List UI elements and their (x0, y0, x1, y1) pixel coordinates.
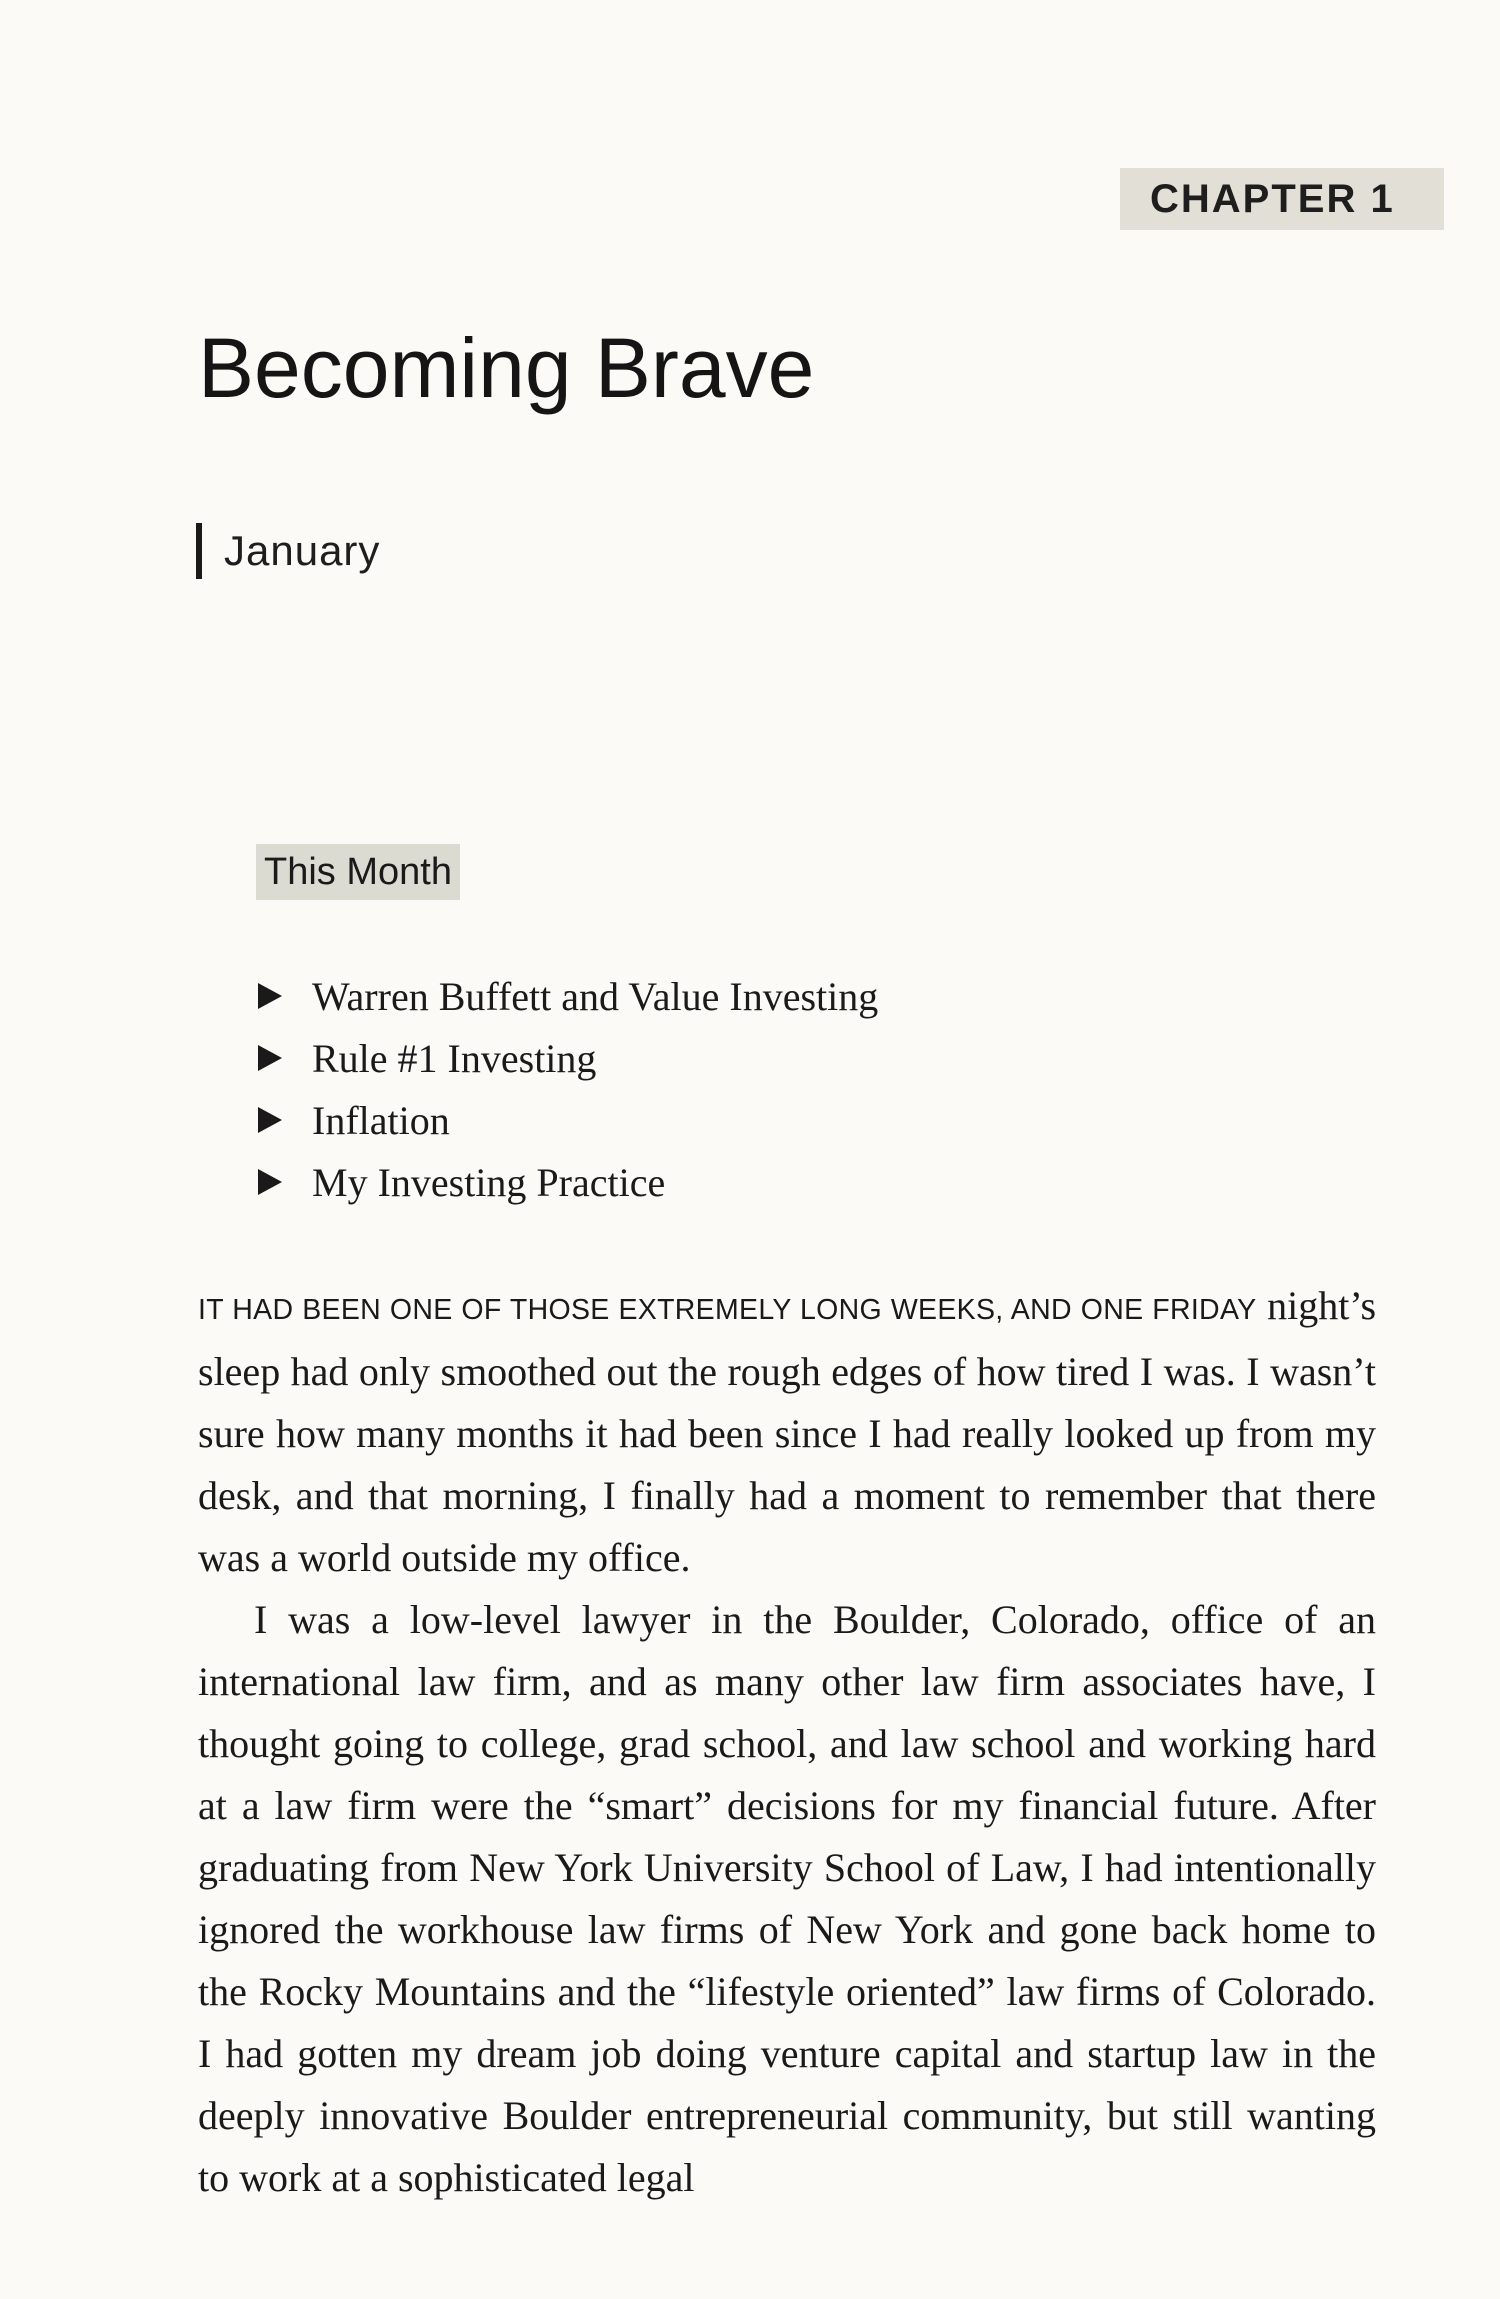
paragraph-1-text: night’s sleep had only smoothed out the rough edges of how tired I was. I wasn’t sure how many months it had been since I had really looked up from my desk, and that morning, I finally had a moment to remember that there was a world outside my office. (198, 1283, 1377, 1580)
topic-label: Rule #1 Investing (312, 1035, 597, 1081)
list-item (258, 1151, 878, 1213)
this-month-heading: This Month (256, 844, 460, 900)
chapter-title: Becoming Brave (198, 321, 815, 415)
list-item (258, 965, 878, 1027)
month-label: January (224, 527, 381, 574)
triangle-bullet-icon (258, 1107, 282, 1133)
paragraph-1 (198, 1275, 1376, 1589)
triangle-bullet-icon (258, 1169, 282, 1195)
triangle-bullet-icon (258, 983, 282, 1009)
topic-label: Inflation (312, 1097, 450, 1143)
chapter-label: CHAPTER 1 (1120, 168, 1444, 230)
list-item (258, 1089, 878, 1151)
body-text (198, 1275, 1376, 2209)
month-bar-divider (196, 523, 202, 579)
paragraph-2: I was a low-level lawyer in the Boulder, Colorado, office of an international law firm, and as many other law firm associates have, I thought going to college, grad school, and law school and working hard at a law firm were the “smart” decisions for my financial future. After graduating from New York University School of Law, I had intentionally ignored the workhouse law firms of New York and gone back home to the Rocky Mountains and the “lifestyle oriented” law firms of Colorado. I had gotten my dream job doing venture capital and startup law in the deeply innovative Boulder entrepreneurial community, but still wanting to work at a sophisticated legal (198, 1597, 1376, 2200)
topic-label: My Investing Practice (312, 1159, 666, 1205)
lead-in-caps: IT HAD BEEN ONE OF THOSE EXTREMELY LONG WEEKS, AND ONE FRIDAY (198, 1294, 1257, 1326)
topic-list (258, 965, 878, 1213)
month-heading (196, 520, 380, 582)
topic-label: Warren Buffett and Value Investing (312, 973, 879, 1019)
list-item (258, 1027, 878, 1089)
triangle-bullet-icon (258, 1045, 282, 1071)
